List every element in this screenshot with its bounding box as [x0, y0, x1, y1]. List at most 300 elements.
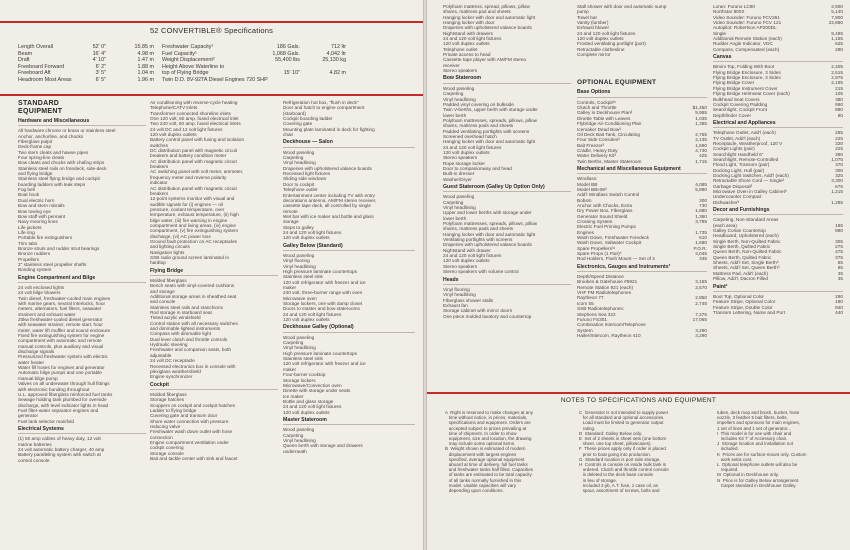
price-item-label: Docking Light Switches, Add’l (each)	[713, 172, 789, 178]
price-value: 290	[835, 46, 843, 52]
equipment-item: Engine synchronizer	[150, 374, 193, 380]
equipment-item: AC switching panel with volt meter, ammeter,	[150, 169, 244, 175]
equipment-item: Vinyl headlining	[283, 437, 316, 443]
equipment-item: Stereo speakers	[443, 155, 478, 161]
price-row	[713, 200, 843, 205]
equipment-item: Doors to master and bow staterooms	[283, 306, 360, 312]
standard-equipment-column-2	[150, 100, 278, 461]
note-line: E Set of 2 sheets in sheet sets (one bottom	[579, 436, 667, 442]
equipment-item: Engine compartment ventilation under	[150, 439, 229, 445]
equipment-item: Molded fiberglass	[150, 278, 187, 283]
equipment-item: 120 volt duplex outlets	[283, 317, 330, 323]
equipment-item: Microwave/Convection oven	[283, 382, 342, 388]
equipment-item: 120 volt duplex outlets	[283, 235, 330, 241]
equipment-item: shams, mattress pad and sheets	[443, 9, 511, 15]
spec-cell	[300, 77, 346, 84]
note-line: in lieu of storage.	[579, 477, 618, 483]
spec-cell: 1.04 m	[137, 70, 154, 77]
equipment-item: Freshwater wash down outlet with hose	[150, 429, 233, 435]
equipment-item: 24 and 120 volt light fixtures	[443, 36, 502, 42]
price-value: 325	[835, 172, 843, 178]
price-item-label: Flying Bridge Enclosure, 3 Sides	[713, 69, 781, 75]
equipment-item: Steps to galley	[283, 224, 314, 230]
price-item-label: Queen Berth, Quilted Fabric	[713, 254, 772, 260]
spec-cell: 15' 10"	[283, 70, 300, 77]
price-value: 2,570	[695, 284, 707, 290]
equipment-item: pressure, coolant temperature, over	[150, 206, 225, 212]
equipment-item: Carpeting	[443, 91, 464, 97]
equipment-item: Vinyl headlining	[443, 205, 476, 211]
spec-cell: Height Above Waterline to	[162, 63, 225, 70]
equipment-item: Queen berth with storage and drawers	[283, 443, 363, 449]
price-item-label: Undercounter Compact	[713, 194, 762, 200]
equipment-item: Fuel filter-water separator engines and	[18, 407, 99, 413]
optional-equipment-title: OPTIONAL EQUIPMENT	[577, 79, 657, 87]
equipment-item: with seawater strainer, remote start, hour	[18, 322, 103, 328]
price-value: 285	[835, 130, 843, 136]
price-value: 1,285	[831, 199, 843, 205]
equipment-item: Battery paralleling system with switch at	[18, 452, 101, 458]
note-line: A Right is reserved to make changes at any	[445, 410, 534, 415]
note-line: work extra cost.	[717, 456, 753, 462]
spec-cell: 15.85 m	[134, 44, 154, 50]
equipment-item: Vinyl headlining	[443, 292, 476, 298]
note-line: accepted subject to prices prevailing at	[445, 425, 527, 431]
equipment-item: 24 volt DC receptacle	[150, 358, 195, 364]
price-item-label: Wash Down, Saltwater Cockpit	[577, 240, 642, 246]
note-line: specified, average optional equipment	[445, 456, 525, 462]
price-item-label: Flood Light, Transom (pair)	[713, 162, 770, 168]
note-line: is deleted to the deck base console	[579, 472, 654, 478]
equipment-item: 120 volt duplex outlets	[577, 36, 624, 42]
note-line: rating.	[579, 425, 596, 431]
equipment-item: breakers and battery condition meter	[150, 153, 227, 159]
equipment-item: Wood paneling	[283, 427, 315, 433]
spec-cell: Freeboard Aft	[18, 70, 51, 77]
price-value: 2,975	[831, 75, 843, 81]
price-value: 105	[835, 91, 843, 97]
price-item-label: Anchor with Chocks, Extra	[577, 202, 632, 208]
price-value: 2,515	[831, 69, 843, 75]
column-5-items	[577, 4, 707, 57]
heading-rule	[18, 433, 146, 434]
equipment-item: Bonding system	[18, 267, 52, 273]
equipment-item: Vanity (lumber)	[577, 20, 609, 26]
equipment-item: Transformer connected shoreline inlets	[150, 110, 231, 116]
spec-cell: Fuel Capacity¹	[162, 50, 197, 57]
equipment-item: breakers	[150, 164, 169, 170]
equipment-item: Tinted acrylic windshield	[150, 315, 201, 321]
price-value: 5,880	[695, 186, 707, 192]
equipment-item: discharge, (vi) AC power loss	[150, 233, 211, 239]
equipment-item: Trim tabs	[18, 240, 38, 246]
spec-row	[18, 70, 418, 77]
price-value: 22,850	[828, 20, 843, 26]
equipment-item: Navy mooring lines	[18, 219, 58, 225]
equipment-item: Washer/Dryer	[443, 176, 472, 182]
price-value: 440	[835, 309, 843, 315]
price-item-label: SSB Radiotelephones:	[577, 306, 625, 312]
optional-equipment-column-6	[713, 4, 843, 315]
price-value: 5,140	[831, 9, 843, 15]
price-value: 610	[699, 235, 707, 241]
note-line: Load must be limited to generator output	[579, 420, 664, 426]
equipment-item: lower berth	[443, 112, 467, 118]
equipment-item: maker	[283, 366, 297, 372]
column-5	[577, 4, 707, 338]
equipment-item: 120 volt duplex outlets	[283, 409, 330, 415]
equipment-item: and flying bridge	[18, 171, 53, 177]
equipment-item: 120 volt duplex outlets	[443, 258, 490, 264]
note-line: time without notice, in prices, materials,	[445, 415, 528, 421]
price-value: 300	[699, 197, 707, 203]
spec-cell: 712 ltr	[331, 44, 346, 50]
equipment-item: manual bilge pump	[18, 375, 58, 381]
price-item-label: Raytheon 77	[577, 295, 604, 301]
equipment-item: decorations antenna, AM/FM stereo receiver,	[283, 197, 377, 203]
equipment-item: compartment with automatic and remote	[18, 338, 102, 344]
equipment-item: lower berth	[443, 215, 467, 221]
price-value: $1,450	[692, 105, 707, 111]
price-value: 375	[835, 254, 843, 260]
price-item-label: Carpeting, Non-Standard Areas	[713, 217, 779, 223]
price-item-label: Model BB	[577, 181, 598, 187]
equipment-item: Freshwater and companion seats, both	[150, 347, 232, 353]
spec-cell	[258, 64, 300, 71]
specifications-title: 52 CONVERTIBLE® Specifications	[149, 26, 274, 35]
equipment-item: maker	[283, 285, 297, 290]
subsection-heading: Mechanical and Miscellaneous Equipment	[577, 165, 681, 172]
equipment-item: switches	[150, 142, 168, 148]
equipment-item: Bait and tackle center with sink and faucet	[150, 456, 238, 461]
equipment-item: Stainless steel sink	[283, 356, 323, 362]
price-item-label: Flying Bridge Helmseat Cover (each)	[713, 91, 790, 97]
price-value: 3,795	[695, 219, 707, 224]
equipment-item: Air conditioning with reverse-cycle heating	[150, 100, 238, 105]
equipment-item: Private access to head	[443, 52, 491, 58]
price-item-label: Single Berth, Quilted Fabric	[713, 244, 771, 250]
equipment-item: 120 volt duplex outlets	[443, 149, 490, 155]
price-value: 990	[835, 101, 843, 107]
spec-cell: 55,400 lbs	[275, 57, 300, 64]
price-item-label: Brookes & Gatehouse #5921	[577, 279, 638, 285]
price-item-label: Sheets, Add’l Set, Queen Berth³	[713, 265, 780, 271]
price-item-label: Flybridge Air-Conditioning Plan	[577, 121, 642, 127]
equipment-item: connection	[150, 434, 173, 440]
price-item-label: Dinette Table with Leaves	[577, 115, 631, 121]
equipment-item: Stereo speakers	[443, 68, 478, 74]
equipment-item: Mounting plate laminated in deck for fighting	[283, 126, 375, 132]
equipment-item: Additional storage areas in sheathed seat	[150, 294, 237, 300]
price-value: 370	[835, 162, 843, 168]
equipment-item: chair	[283, 132, 294, 138]
heading-rule	[713, 214, 843, 215]
heading-rule	[713, 291, 843, 292]
price-value: 180	[835, 299, 843, 305]
equipment-item: Storage cabinet with mirror doors	[443, 308, 513, 314]
equipment-item: Recessed light fixtures	[283, 171, 331, 177]
price-value: 225	[835, 135, 843, 141]
equipment-item: 12-point systems monitor with visual and	[150, 196, 235, 202]
equipment-item: Carpeting	[283, 155, 304, 161]
equipment-item: Polyfoam mattresses, spreads, pillows, pillow	[443, 117, 538, 123]
equipment-item: Four-burner cooktop	[283, 372, 326, 378]
price-value: 3,290	[695, 327, 707, 333]
price-item-label: Electric Fuel Priming Pumps	[577, 224, 636, 230]
price-value: 1,385	[695, 121, 707, 127]
equipment-item: Bow towing eye	[18, 208, 51, 214]
note-line: and freshwater tanks half filled. Capacities	[445, 467, 534, 473]
price-item-label: Depth/Speed Distance	[577, 274, 624, 280]
equipment-item: Carpeting	[443, 199, 464, 205]
price-item-label: (each area)	[713, 222, 737, 228]
equipment-item: Water fill hoses for engines and generator	[18, 365, 105, 371]
equipment-item: compartment and living areas, (iv) engine	[150, 222, 236, 228]
heading-rule	[283, 424, 415, 425]
price-value: 1,690	[695, 142, 707, 148]
price-value: 65	[837, 260, 843, 266]
equipment-item: Vinyl flooring	[283, 258, 310, 264]
price-value: 390	[835, 151, 843, 157]
price-item-label: Boot Top, Optional Color	[713, 293, 764, 299]
equipment-item: Scuppers on cockpit and cockpit hatches	[150, 402, 235, 408]
price-item-label: Flying Bridge Instrument Cover	[713, 85, 778, 91]
equipment-item: marine batteries	[18, 441, 52, 447]
price-item-label: Twin Berths, Master Stateroom	[577, 158, 642, 164]
equipment-item: All hardware chrome or brass or stainless steel	[18, 128, 116, 134]
price-item-label: Autopilot: Robertson AP200DL	[713, 25, 777, 31]
equipment-item: Sliding side windows	[283, 176, 327, 182]
equipment-item: 24 volt bilge blowers	[18, 290, 61, 296]
price-value: 425	[699, 153, 707, 159]
price-value: 2,405	[831, 64, 843, 70]
price-item-label: VHF FM Radiotelephones	[577, 290, 631, 296]
equipment-item: Telephone outlet	[443, 46, 478, 52]
note-line: depending upon conditions.	[445, 488, 504, 494]
spec-row	[18, 44, 418, 51]
notes-red-rule	[427, 392, 850, 394]
price-value: 1,215	[831, 189, 843, 194]
price-value: 320	[835, 140, 843, 146]
price-value: 1,880	[695, 208, 707, 214]
standard-equipment-column-4	[443, 4, 571, 319]
spec-cell: 16' 4"	[92, 50, 106, 57]
equipment-item: AC distribution panel with magnetic circuit	[150, 158, 237, 164]
price-value: 35	[837, 276, 843, 282]
price-item-label: Video Sounder: Furuno FCV261	[713, 14, 780, 20]
equipment-item: Two 240 volt, 50 amp, fused electrical inlets	[150, 121, 241, 127]
price-value: 475	[835, 249, 843, 255]
heading-rule	[443, 284, 571, 285]
price-item-label: Icom 55	[577, 300, 594, 306]
price-item-label: Furuno FS301	[577, 316, 607, 322]
price-item-label: Flying Bridge Enclosure, 3 Sides	[713, 75, 781, 81]
note-line: may include some optional items.	[445, 441, 516, 447]
equipment-item: Bow cleats and chocks with chafing strips	[18, 160, 105, 166]
equipment-item: control console	[18, 457, 50, 463]
price-value: 2,135	[695, 137, 707, 143]
note-line: displacement with largest engines	[445, 451, 517, 457]
equipment-item: Two stern cleats and hawse pipes	[18, 149, 89, 155]
price-value: 1,735	[695, 229, 707, 235]
price-value: 3,155	[695, 279, 707, 285]
equipment-item: Wood paneling	[283, 334, 315, 340]
price-item-label: Controls, Cockpit³¹	[577, 99, 616, 105]
price-value: 880	[835, 107, 843, 113]
equipment-item: Pressurized freshwater system with electric	[18, 354, 108, 360]
spec-cell: 1.47 m	[137, 57, 154, 64]
equipment-item: Sewage holding tank plumbed for overside	[18, 397, 107, 403]
subsection-heading: Electronics, Gauges and Instruments³	[577, 263, 671, 270]
spec-cell: 6' 5"	[95, 76, 106, 83]
equipment-item: audible signals for (i) engines — oil	[150, 201, 223, 207]
note-line: tubes, deck mop and brush, bucket, hose	[717, 410, 800, 415]
heading-rule	[713, 127, 843, 128]
subsection-heading: Deckhouse — Salon	[283, 139, 333, 146]
price-value: 225	[835, 146, 843, 152]
equipment-item: indicator	[150, 180, 168, 186]
equipment-item: Shore water connection with pressure	[150, 418, 229, 424]
equipment-item: Complete mirror	[577, 52, 611, 58]
left-page	[0, 0, 423, 550]
equipment-item: Vinyl headlining	[283, 160, 316, 166]
note-line: includes Kit 7’ of Accessory chair.	[717, 436, 788, 442]
note-line: Included 2-jib, A.T. fuse, 1 case oil, as	[579, 482, 659, 488]
price-row	[713, 310, 843, 315]
spec-row	[18, 64, 418, 71]
note-line: M Optional in Deckhouse only.	[717, 472, 779, 478]
price-item-label: Retractable Shore Cord — Single³	[713, 178, 785, 184]
spec-cell	[258, 77, 300, 84]
subsection-heading: Master Stateroom	[283, 416, 327, 423]
equipment-item: Stall shower with door and automatic sump	[577, 4, 667, 9]
note-line: prior to boat going into production.	[579, 451, 652, 457]
equipment-item: Battery control panel with fusing and isolation	[150, 137, 245, 143]
price-item-label: Transom Lettering, Name and Port	[713, 309, 785, 315]
subsection-heading: Canvas	[713, 54, 732, 61]
price-row	[577, 256, 707, 261]
heading-rule	[18, 125, 146, 126]
price-item-label: Cockpit Covering Padding	[713, 101, 768, 107]
heading-rule	[577, 271, 707, 272]
price-item-label: Single	[713, 30, 727, 36]
price-item-label: Crossing System	[577, 219, 613, 224]
price-value: 35	[837, 270, 843, 276]
subsection-heading: Deckhouse Galley (Optional)	[283, 324, 354, 331]
price-item-label: Four Side Consoles³	[577, 137, 620, 143]
equipment-item: Twin V-berths, upper berth with storage under	[443, 107, 538, 113]
equipment-item: Ventilating portlights with screens	[443, 237, 513, 243]
equipment-item: Ladder to flying bridge	[150, 407, 197, 413]
subsection-heading: Heads	[443, 276, 459, 283]
price-item-label: Spare Props (1 Pair)*	[577, 251, 622, 257]
heading-rule	[18, 282, 146, 283]
subsection-heading: Guest Stateroom (Galley Up Option Only)	[443, 184, 545, 190]
spec-cell: Beam	[18, 50, 33, 57]
equipment-item: Storage hatches	[150, 397, 185, 403]
standard-equipment-column-1	[18, 100, 146, 463]
price-item-label: Bulkhead Seat Covers	[713, 96, 760, 102]
notes-column-3	[717, 410, 845, 488]
equipment-item: Boat hook	[18, 192, 40, 198]
note-line: model. Usable capacities will vary	[445, 482, 517, 488]
equipment-item: Wood paneling	[283, 149, 315, 155]
price-item-label: Telephone Outlet, Add’l (each)	[713, 130, 776, 136]
equipment-item: Bench seats with vinyl-covered cushions	[150, 283, 235, 289]
equipment-item: reducing valve	[150, 423, 181, 429]
note-line: K Prices are for surface-mount only. Custom	[717, 451, 807, 457]
spec-cell: Weight Displacement²	[162, 57, 215, 64]
equipment-item: receiver	[443, 62, 460, 68]
equipment-item: water heater	[18, 359, 45, 365]
price-value: 17,065	[692, 316, 707, 322]
equipment-item: Deck-frame cap	[18, 144, 52, 150]
equipment-item: 24 volt automatic battery charger, 40 amp	[18, 446, 105, 452]
equipment-item: Fog bell	[18, 187, 35, 193]
price-value: 675	[835, 183, 843, 189]
equipment-item: plexiglass weathershield	[150, 368, 201, 374]
price-value: 3,300	[831, 178, 843, 184]
price-item-label: Rudder Angle Indicator, VDC	[713, 41, 773, 47]
equipment-item: 24 and 120 volt light fixtures	[283, 311, 342, 317]
equipment-item: One piece molded lavatory and countertop	[443, 313, 532, 319]
subsection-heading: Flying Bridge	[150, 267, 184, 274]
equipment-item: shams, mattress pads and sheets	[443, 123, 514, 129]
equipment-item: Navigation lights	[150, 249, 185, 255]
price-value: 4,085	[695, 181, 707, 187]
price-item-label: Water Delivery Kit³	[577, 153, 616, 159]
price-item-label: Feature Stripe, Double Color	[713, 304, 773, 310]
price-value: 2,850	[695, 295, 707, 301]
equipment-item: Exhaust fan	[443, 302, 468, 308]
price-item-label: Depthfinder Cover	[713, 112, 752, 118]
equipment-item: Bronze struts and rudder strut bearings	[18, 245, 100, 251]
equipment-item: Stereo speakers with volume control	[443, 269, 519, 275]
note-line: of all tanks normally furnished in this	[445, 477, 522, 483]
price-value: 2,755	[695, 131, 707, 137]
equipment-item: Wood paneling	[443, 85, 475, 91]
equipment-item: temperature, exhaust temperature, (ii) high	[150, 212, 239, 218]
price-item-label: Loran: Furuno LC90	[713, 4, 755, 9]
price-item-label: Single Berth, Non-Quilted Fabric	[713, 238, 781, 244]
price-value: 5,955	[695, 110, 707, 116]
price-item-label: Combination Intercom/Telephone	[577, 322, 646, 328]
equipment-item: Molded fiberglass	[150, 391, 187, 397]
spec-cell: Draft	[18, 57, 30, 64]
price-value: 90	[837, 112, 843, 118]
equipment-item: Covering gate and transom door	[150, 413, 218, 419]
equipment-item: Bow staff with pennant	[18, 213, 66, 219]
subsection-heading: Paint³	[713, 283, 728, 290]
subsection-heading: Galley Below (Standard)	[283, 242, 343, 249]
price-value: 380	[835, 96, 843, 102]
equipment-item: Ground fault protection on AC receptacles	[150, 238, 238, 244]
equipment-item: Draperies with upholstered valance boards	[283, 165, 372, 171]
equipment-item: Polyfoam mattress, spread, pillows, pillow	[443, 4, 530, 9]
equipment-item: underneath	[283, 448, 307, 454]
equipment-item: Vinyl headlining	[283, 345, 316, 351]
equipment-item: Draperies with upholstered valance boards	[443, 25, 532, 31]
note-line: impellers and sponsons for main engines,	[717, 420, 801, 426]
equipment-item: Vinyl headlining	[443, 96, 476, 102]
equipment-item: meters, alternators, fuel filters, seawater	[18, 306, 102, 312]
equipment-item: Upper and lower berths with storage under	[443, 210, 532, 216]
equipment-item: Bottle and glass storage	[283, 398, 334, 404]
price-item-label: Clutch and Throttle	[577, 105, 617, 111]
spec-cell	[300, 64, 346, 71]
price-value: 3,045	[695, 251, 707, 257]
equipment-item: Microwave oven	[283, 295, 317, 301]
